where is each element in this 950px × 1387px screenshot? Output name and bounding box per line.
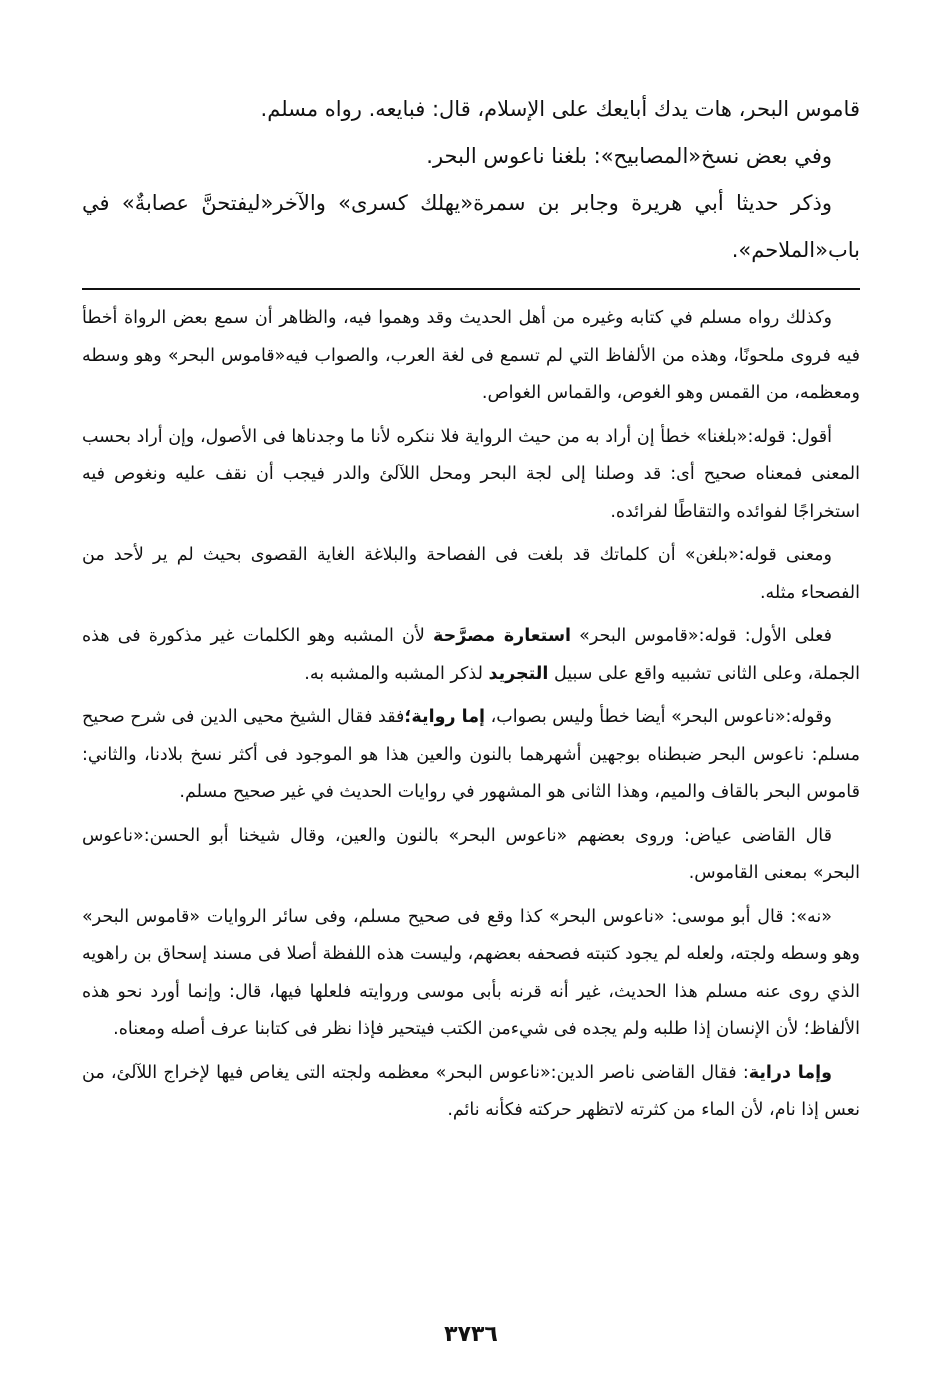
page-number: ٣٧٣٦: [444, 1322, 498, 1347]
commentary-text: فقد فقال الشيخ محيى الدين فى شرح صحيح مسلم: ناعوس البحر ضبطناه بوجهين أشهرهما بالنون والعين هذا هو الموجود فى أكثر نسخ بلادنا، والثاني: قاموس البحر بالقاف والميم، وهذا الثانى هو المشهور في روايات الحديث في غير صحيح مسلم.: [82, 707, 860, 802]
commentary-text: : فقال القاضى ناصر الدين:«ناعوس البحر» معظمه ولجته التى يغاص فيها لإخراج اللآلئ، من نعس إذا نام، لأن الماء من كثرته لاتظهر حركته فكأنه نائم.: [82, 1062, 860, 1120]
commentary-text: وقوله:«ناعوس البحر» أيضا خطأ وليس بصواب،: [485, 707, 832, 727]
bold-term: التجريد: [488, 663, 549, 684]
commentary-paragraph-8: [82, 1055, 860, 1130]
commentary: [82, 300, 860, 1130]
footnote-separator: [82, 288, 860, 290]
main-line-3: وذكر حديثا أبي هريرة وجابر بن سمرة«يهلك كسرى» والآخر«ليفتحنَّ عصابةٌ» في باب«الملاحم».: [82, 191, 860, 262]
commentary-text: فعلى الأول: قوله:«قاموس البحر»: [571, 626, 832, 646]
commentary-paragraph-3: ومعنى قوله:«بلغن» أن كلماتك قد بلغت فى الفصاحة والبلاغة الغاية القصوى بحيث لم ير لأحد من الفصحاء مثله.: [82, 545, 860, 603]
document-page: [82, 86, 860, 1347]
commentary-paragraph-5: [82, 699, 860, 812]
main-text: [82, 86, 860, 274]
commentary-paragraph-7: «نه»: قال أبو موسى: «ناعوس البحر» كذا وقع فى صحيح مسلم، وفى سائر الروايات «قاموس البحر» وهو وسطه ولجته، ولعله لم يجود كتبته فصحفه بعضهم، وليست هذه اللفظة أصلا فى مسند إسحاق بن راهويه الذي روى عنه مسلم هذا الحديث، غير أنه قرنه بأبى موسى وروايته فلعلها فيها، قال: وإنما أورد نحو هذه الألفاظ؛ لأن الإنسان إذا طلبه ولم يجده فى شيءمن الكتب فيتحير فإذا نظر فى كتابنا عرف أصله ومعناه.: [82, 906, 860, 1039]
commentary-paragraph-2: أقول: قوله:«بلغنا» خطأ إن أراد به من حيث الرواية فلا ننكره لأنا ما وجدناها فى الأصول، وإن أراد بحسب المعنى فمعناه صحيح أى: قد وصلنا إلى لجة البحر ومحل اللآلئ والدر فيجب أن نقف عليه ونغوص فيه استخراجًا لفوائده والتقاطًا لفرائده.: [82, 426, 860, 522]
commentary-paragraph-6: قال القاضى عياض: وروى بعضهم «ناعوس البحر» بالنون والعين، وقال شيخنا أبو الحسن:«ناعوس البحر» بمعنى القاموس.: [82, 825, 860, 883]
main-line-1: قاموس البحر، هات يدك أبايعك على الإسلام، قال: فبايعه. رواه مسلم.: [260, 97, 860, 121]
bold-term: وإما دراية: [748, 1062, 832, 1083]
commentary-paragraph-4: [82, 618, 860, 693]
commentary-text: لأن المشبه وهو الكلمات غير مذكورة فى هذه الجملة، وعلى الثانى تشبيه واقع على سبيل: [82, 626, 860, 684]
bold-term: إما رواية؛: [404, 707, 486, 727]
main-line-2: وفي بعض نسخ«المصابيح»: بلغنا ناعوس البحر.: [426, 144, 832, 168]
commentary-paragraph-1: وكذلك رواه مسلم في كتابه وغيره من أهل الحديث وقد وهموا فيه، والظاهر أن سمع بعض الرواة أخطأ فيه فروى ملحونًا، وهذه من الألفاظ التي لم تسمع فى لغة العرب، والصواب فيه«قاموس البحر» وهو وسطه ومعظمه، من القمس وهو الغوص، والقماس الغواص.: [82, 308, 860, 403]
bold-term: استعارة مصرَّحة: [432, 626, 572, 646]
commentary-text: لذكر المشبه والمشبه به.: [304, 663, 489, 684]
